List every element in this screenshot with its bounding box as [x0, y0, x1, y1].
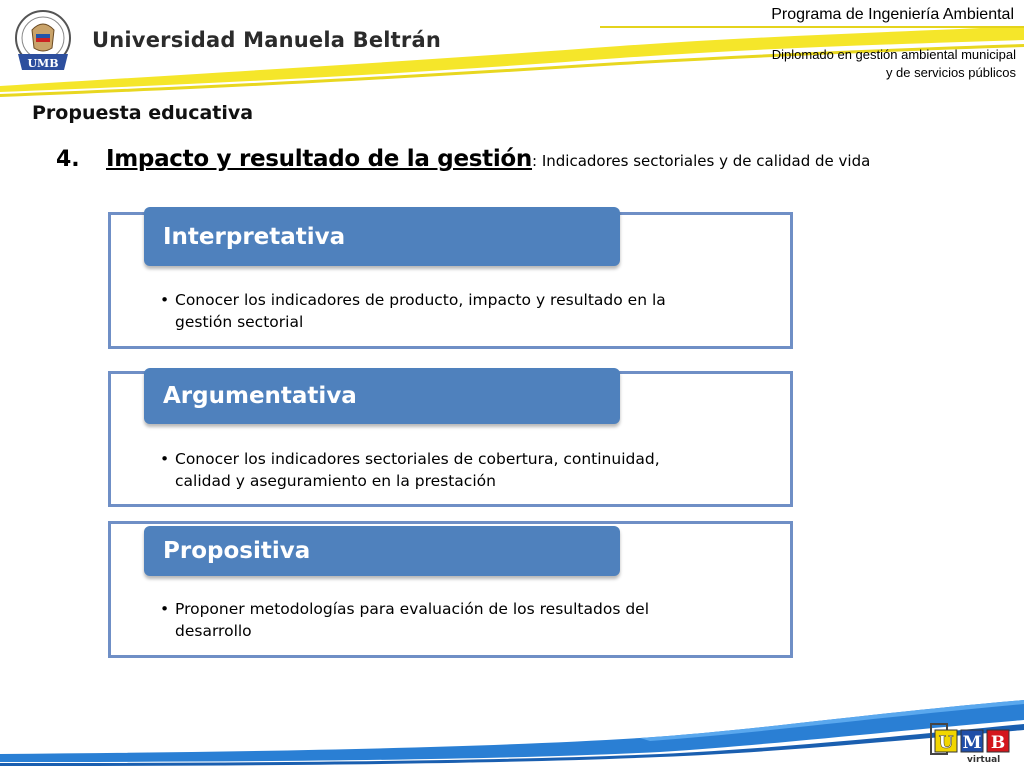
seal-lettering: UMB	[27, 57, 59, 70]
card-heading-argumentativa: Argumentativa	[144, 368, 620, 424]
item-title: Impacto y resultado de la gestión	[106, 146, 533, 172]
university-seal-logo	[12, 8, 74, 76]
footer-blue-swoosh	[0, 690, 1024, 768]
card-text-line: Proponer metodologías para evaluación de los resultados del	[175, 600, 650, 618]
card-description-propositiva	[160, 598, 720, 642]
diploma-line-1: Diplomado en gestión ambiental municipal	[771, 47, 1016, 62]
card-heading-propositiva: Propositiva	[144, 526, 620, 576]
card-description-interpretativa	[160, 289, 720, 333]
card-description-argumentativa	[160, 448, 720, 492]
section-title: Propuesta educativa	[32, 102, 254, 124]
program-name: Programa de Ingeniería Ambiental	[771, 6, 1014, 23]
card-text-line: desarrollo	[175, 622, 252, 640]
item-number: 4.	[56, 147, 80, 172]
diploma-line-2: y de servicios públicos	[885, 65, 1016, 80]
card-text-line: Conocer los indicadores sectoriales de cobertura, continuidad,	[175, 450, 660, 468]
card-text-line: Conocer los indicadores de producto, impacto y resultado en la	[175, 291, 666, 309]
university-name: Universidad Manuela Beltrán	[92, 28, 441, 52]
item-heading	[56, 146, 870, 172]
item-subtitle: : Indicadores sectoriales y de calidad de vida	[532, 152, 871, 170]
logo-tag-virtual: virtual	[967, 755, 1001, 765]
logo-letter-u: U	[938, 733, 954, 753]
bullet: •	[160, 450, 170, 468]
card-text-line: gestión sectorial	[175, 313, 304, 331]
logo-letter-b: B	[990, 733, 1006, 753]
card-heading-interpretativa: Interpretativa	[144, 207, 620, 266]
bullet: •	[160, 291, 170, 309]
logo-letter-m: M	[962, 733, 982, 753]
card-text-line: calidad y aseguramiento en la prestación	[175, 472, 496, 490]
diploma-title	[772, 46, 1016, 82]
bullet: •	[160, 600, 170, 618]
